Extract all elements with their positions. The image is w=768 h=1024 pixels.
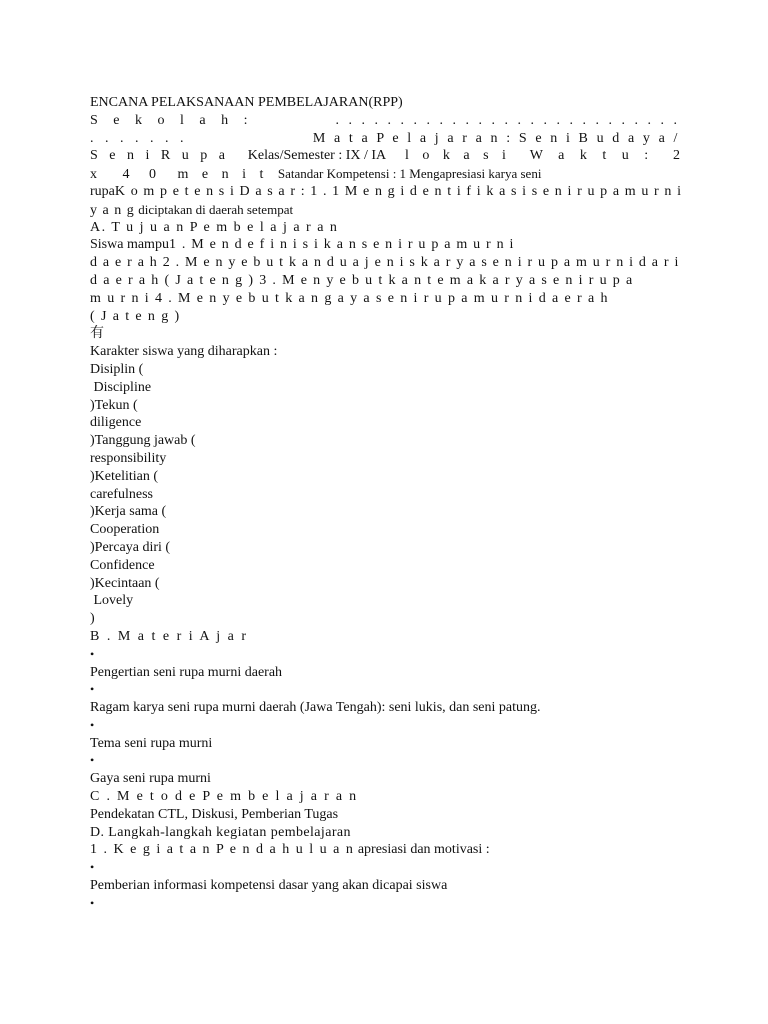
text-line-menit — [90, 165, 680, 183]
seni-rupa-text: S e n i R u p a — [90, 148, 229, 164]
bullet-icon: • — [90, 753, 95, 768]
sekolah-dots: . . . . . . . . . . . . . . . . . . . . . . . . . . . — [335, 112, 680, 128]
mapel-text: M a t a P e l a j a r a n : S e n i B u d a y a / — [312, 130, 680, 146]
diciptakan-text: diciptakan di daerah setempat — [138, 201, 294, 217]
pendahuluan-text: apresiasi dan motivasi : — [357, 842, 490, 858]
alokasi-text: l o k a s i — [404, 148, 511, 164]
menit-number: 4 0 — [122, 167, 164, 183]
waktu-number: 2 — [672, 148, 680, 164]
karakter-item: )Tanggung jawab ( — [90, 433, 196, 449]
karakter-item: Discipline — [90, 379, 152, 395]
section-heading-tujuan: A. T u j u a n P e m b e l a j a r a n — [90, 219, 339, 235]
menit-x: x — [90, 167, 97, 183]
karakter-item: Confidence — [90, 557, 155, 573]
document-title: ENCANA PELAKSANAAN PEMBELAJARAN(RPP) — [90, 95, 403, 110]
list-item: Pengertian seni rupa murni daerah — [90, 664, 283, 680]
kelas-semester-text: Kelas/Semester : IX / IA — [247, 148, 387, 164]
karakter-item: )Percaya diri ( — [90, 539, 171, 555]
text-line-tujuan-5: ( J a t e n g ) — [90, 308, 181, 324]
yang-text: y a n g — [90, 202, 135, 218]
text-line-mapel — [90, 130, 680, 148]
text-line-tujuan-4: m u r n i 4 . M e n y e b u t k a n g a y a s e n i r u p a m u r n i d a e r a h — [90, 290, 609, 306]
text-line-tujuan-1 — [90, 236, 680, 254]
text-line-kompetensi-dasar — [90, 183, 683, 201]
list-item: Gaya seni rupa murni — [90, 771, 211, 787]
siswa-mampu-text: Siswa mampu — [90, 237, 169, 253]
text-line-kelas — [90, 147, 680, 165]
karakter-item: diligence — [90, 415, 142, 431]
list-item: Tema seni rupa murni — [90, 735, 213, 751]
section-heading-materi: B . M a t e r i A j a r — [90, 628, 248, 644]
rupa-text: rupa — [90, 183, 115, 199]
section-heading-metode: C . M e t o d e P e m b e l a j a r a n — [90, 789, 358, 805]
metode-text: Pendekatan CTL, Diskusi, Pemberian Tugas — [90, 806, 339, 822]
tujuan-1-text: 1 . M e n d e f i n i s i k a n s e n i r u p a m u r n i — [168, 237, 515, 253]
standar-kompetensi-text: Satandar Kompetensi : 1 Mengapresiasi karya seni — [277, 166, 542, 182]
text-line-diciptakan — [90, 201, 680, 219]
karakter-item: carefulness — [90, 486, 153, 502]
bullet-icon: • — [90, 895, 95, 910]
karakter-item: )Kecintaan ( — [90, 575, 160, 591]
kompetensi-dasar-text: K o m p e t e n s i D a s a r : 1 . 1 M e n g i d e n t i f i k a s i s e n i r u p a m u r n i — [114, 183, 683, 199]
bullet-icon: • — [90, 717, 95, 732]
section-heading-langkah: D. Langkah-langkah kegiatan pembelajaran — [90, 824, 351, 840]
text-line-tujuan-2: d a e r a h 2 . M e n y e b u t k a n d u a j e n i s k a r y a s e n i r u p a m u r n i d a r i — [90, 255, 680, 271]
pendahuluan-label: 1 . K e g i a t a n P e n d a h u l u a n — [90, 842, 355, 858]
sekolah-label: S e k o l a h : — [90, 112, 254, 128]
text-line-sekolah — [90, 112, 680, 130]
karakter-item: )Ketelitian ( — [90, 468, 159, 484]
cjk-glyph: 有 — [90, 326, 104, 342]
menit-label: m e n i t — [177, 167, 269, 183]
bullet-icon: • — [90, 646, 95, 661]
karakter-item: )Kerja sama ( — [90, 504, 167, 520]
karakter-item: Cooperation — [90, 522, 160, 538]
waktu-text: W a k t u : — [529, 148, 655, 164]
karakter-item: )Tekun ( — [90, 397, 138, 413]
text-line-tujuan-3: d a e r a h ( J a t e n g ) 3 . M e n y e b u t k a n t e m a k a r y a s e n i r u p a — [90, 272, 634, 288]
bullet-icon: • — [90, 860, 95, 875]
text-line-pendahuluan — [90, 841, 680, 859]
bullet-icon: • — [90, 682, 95, 697]
karakter-heading: Karakter siswa yang diharapkan : — [90, 344, 278, 360]
list-item: Ragam karya seni rupa murni daerah (Jawa Tengah): seni lukis, dan seni patung. — [90, 700, 541, 716]
document-page — [90, 94, 683, 913]
karakter-item: responsibility — [90, 450, 167, 466]
list-item: Pemberian informasi kompetensi dasar yang akan dicapai siswa — [90, 878, 448, 894]
karakter-item: ) — [90, 611, 95, 627]
mapel-dots: . . . . . . . — [90, 130, 188, 146]
karakter-item: Disiplin ( — [90, 361, 144, 377]
karakter-item: Lovely — [90, 593, 134, 609]
